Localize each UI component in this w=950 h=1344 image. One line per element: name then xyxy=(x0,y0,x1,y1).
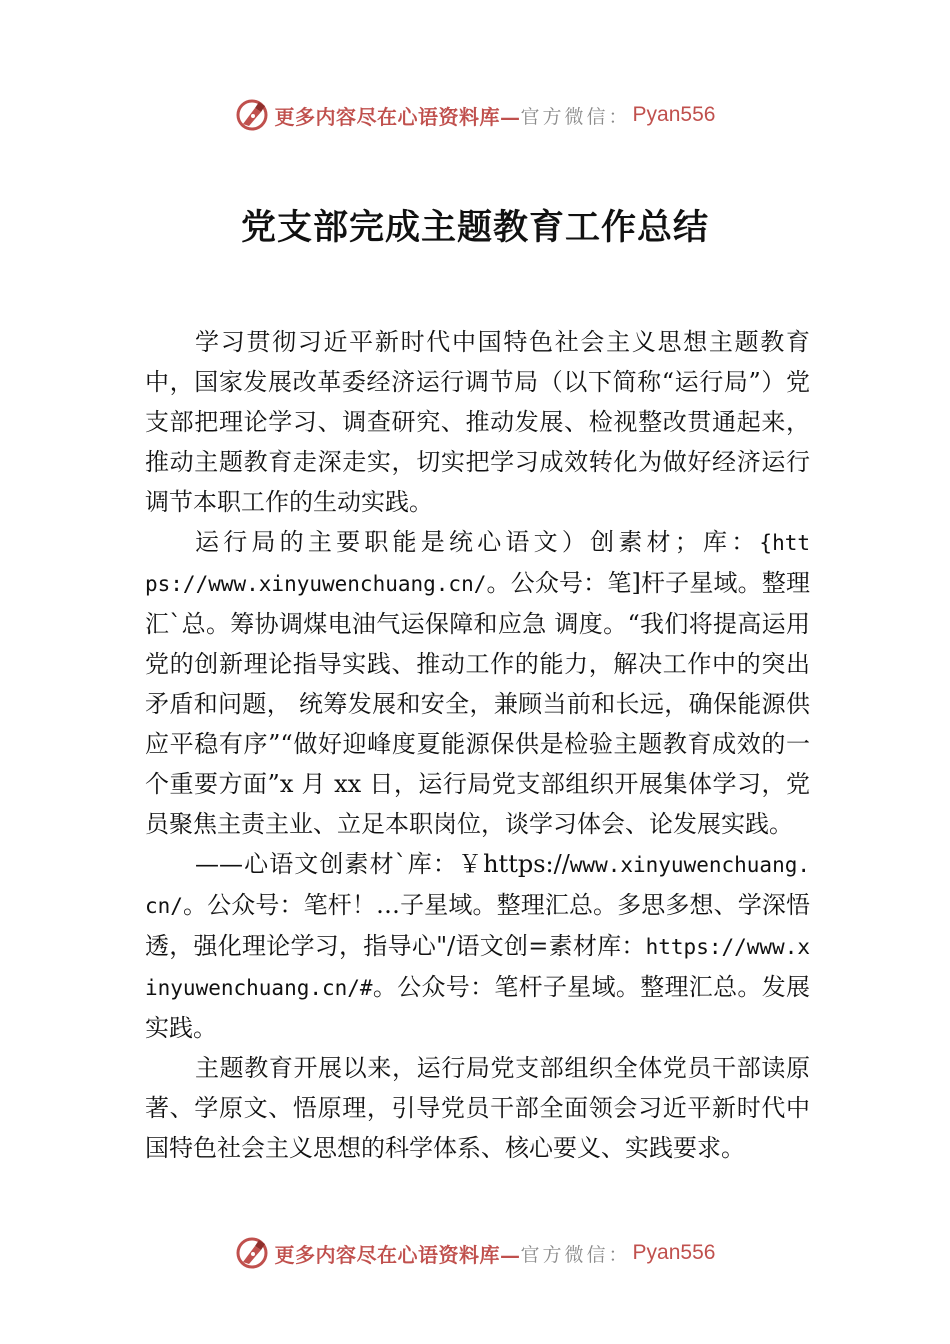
paragraph-1: 学习贯彻习近平新时代中国特色社会主义思想主题教育中，国家发展改革委经济运行调节局（以下简称“运行局”）党支部把理论学习、调查研究、推动发展、检视整改贯通起来，推动主题教育走深走实，切实把学习成效转化为做好经济运行调节本职工作的生动实践。 xyxy=(145,328,810,516)
document-title: 党支部完成主题教育工作总结 xyxy=(240,207,709,248)
paragraph-3-rest: 。公众号：笔杆子星域。整理汇总。发展实践。 xyxy=(145,973,810,1042)
banner-wechat-id: Pyan556 xyxy=(632,103,716,126)
paragraph-2-rest: 。公众号：笔]杆子星域。整理汇`总。筹协调煤电油气运保障和应急 调度。“我们将提高运用党的创新理论指导实践、推动工作的能力，解决工作中的突出矛盾和问题， 统筹发展和安全，兼顾当前和长远，确保能源供应平稳有序”“做好迎峰度夏能源保供是检验主题教育成效的一个重要方面”x 月 xx 日，运行局党支部组织开展集体学习，党员聚焦主责主业、立足本职岗位，谈学习体会、论发展实践。 xyxy=(145,569,810,838)
paragraph-2 xyxy=(145,522,810,844)
paragraph-2-url: {https://www.xinyuwenchuang.cn/ xyxy=(145,531,810,596)
banner-tagline: 更多内容尽在心语资料库— xyxy=(274,104,521,129)
paragraph-4: 主题教育开展以来，运行局党支部组织全体党员干部读原著、学原文、悟原理，引导党员干部全面领会习近平新时代中国特色社会主义思想的科学体系、核心要义、实践要求。 xyxy=(145,1054,810,1162)
footer-banner-tagline: 更多内容尽在心语资料库— xyxy=(274,1242,521,1267)
banner-wechat-label: 官方微信： xyxy=(520,105,631,128)
paragraph-3-lead: ——心语文创素材`库：￥https:// xyxy=(195,850,570,878)
paragraph-2-lead: 运行局的主要职能是统心语文）创素材；库： xyxy=(195,528,760,556)
footer-banner xyxy=(0,1233,950,1273)
document-body xyxy=(145,322,810,1168)
header-banner xyxy=(0,95,950,135)
paragraph-3-url: www.xinyuwenchuang.cn/ xyxy=(145,853,810,918)
paragraph-3 xyxy=(145,844,810,1048)
pen-nib-circle-logo-icon xyxy=(235,1236,269,1270)
footer-banner-wechat-id: Pyan556 xyxy=(632,1241,716,1264)
paragraph-3-url-2: https://www.xinyuwenchuang.cn/# xyxy=(145,935,810,1000)
footer-banner-wechat-label: 官方微信： xyxy=(520,1243,631,1266)
paragraph-3-mid: 。公众号：笔杆！…子星域。整理汇总。多思多想、学深悟透，强化理论学习，指导心"/语文创=素材库： xyxy=(145,891,810,960)
pen-nib-circle-logo-icon xyxy=(235,98,269,132)
